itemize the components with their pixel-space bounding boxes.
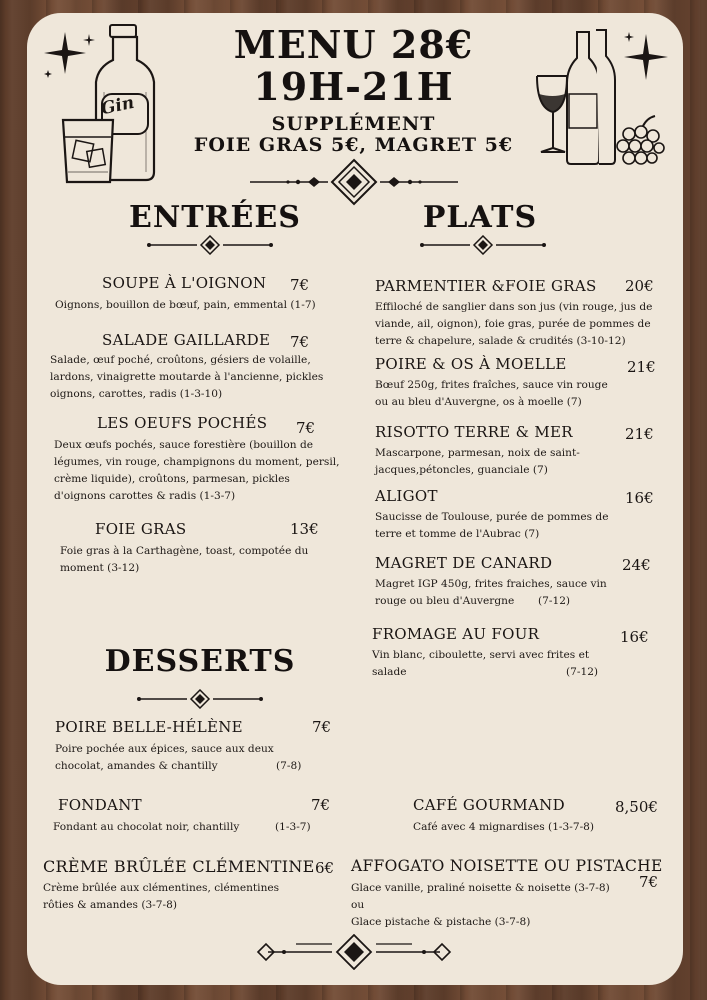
dish-description: moment (3-12) [60,562,140,574]
dish-price: 7€ [639,873,659,891]
dish-description: salade [372,666,407,678]
small-divider-icon [145,235,275,255]
dish-price: 7€ [290,333,310,351]
dish-name: RISOTTO TERRE & MER [375,423,573,441]
dish-price: 16€ [625,489,654,507]
dish-description: viande, ail, oignon), foie gras, purée de pommes de [375,318,651,330]
dish-price: 13€ [290,520,319,538]
hours-title: 19H-21H [253,64,454,109]
dish-description: terre & chapelure, salade & crudités (3-10-12) [375,335,626,347]
dish-description: Effiloché de sanglier dans son jus (vin rouge, jus de [375,301,653,313]
dish-name: FOIE GRAS [95,520,187,538]
dish-description: Mascarpone, parmesan, noix de saint- [375,447,580,459]
dish-description: Vin blanc, ciboulette, servi avec frites et [372,649,590,661]
dish-description: Crème brûlée aux clémentines, clémentines [43,882,280,894]
dish-price: 7€ [290,276,310,294]
dish-name: AFFOGATO NOISETTE OU PISTACHE [351,857,663,875]
dish-description: Oignons, bouillon de bœuf, pain, emmental (1-7) [55,299,316,311]
dish-description: Café avec 4 mignardises (1-3-7-8) [413,821,595,833]
dish-description: d'oignons carottes & radis (1-3-7) [54,490,236,502]
menu-price-title: MENU 28€ [233,22,474,67]
dish-description: ou [351,899,365,911]
dish-price: 7€ [311,796,331,814]
dish-description: Salade, œuf poché, croûtons, gésiers de volaille, [50,354,311,366]
desserts-title: DESSERTS [104,644,296,679]
dish-price: 20€ [625,277,654,295]
dish-name: FONDANT [58,796,142,814]
dish-description: Bœuf 250g, frites fraîches, sauce vin rouge [375,379,608,391]
dish-name: SALADE GAILLARDE [102,331,271,349]
dish-price: 21€ [627,358,656,376]
gin-label: Gin [99,92,137,120]
dish-description: rôties & amandes (3-7-8) [43,899,177,911]
dish-description: crème liquide), croûtons, parmesan, pickles [54,473,290,485]
dish-description: Glace vanille, praliné noisette & noisette (3-7-8) [351,882,610,894]
dish-name: ALIGOT [375,487,438,505]
dish-price: 16€ [620,628,649,646]
dish-name: LES OEUFS POCHÉS [97,414,268,432]
small-divider-icon [418,235,548,255]
allergen-codes: (7-12) [538,595,571,607]
dish-description: oignons, carottes, radis (1-3-10) [50,388,223,400]
dish-name: FROMAGE AU FOUR [372,625,540,643]
dish-description: Deux œufs pochés, sauce forestière (bouillon de [54,439,314,451]
dish-name: MAGRET DE CANARD [375,554,553,572]
supplement-label: SUPPLÉMENT [271,113,436,135]
entrees-title: ENTRÉES [129,200,301,235]
dish-name: POIRE & OS À MOELLE [375,355,567,373]
dish-description: chocolat, amandes & chantilly [55,760,218,772]
dish-price: 21€ [625,425,654,443]
allergen-codes: (7-8) [276,760,302,772]
dish-description: ou au bleu d'Auvergne, os à moelle (7) [375,396,582,408]
dish-name: SOUPE À L'OIGNON [102,274,267,292]
small-divider-icon [135,689,265,709]
dish-description: rouge ou bleu d'Auvergne [375,595,515,607]
dish-description: Fondant au chocolat noir, chantilly [53,821,240,833]
dish-description: Foie gras à la Carthagène, toast, compotée du [60,545,309,557]
dish-description: Saucisse de Toulouse, purée de pommes de [375,511,609,523]
dish-price: 8,50€ [615,798,658,816]
dish-description: légumes, vin rouge, champignons du moment, persil, [54,456,340,468]
dish-name: POIRE BELLE-HÉLÈNE [55,718,243,736]
dish-name: CAFÉ GOURMAND [413,796,565,814]
dish-description: Poire pochée aux épices, sauce aux deux [55,743,274,755]
dish-price: 7€ [296,419,316,437]
dish-price: 6€ [315,859,335,877]
dish-name: CRÈME BRÛLÉE CLÉMENTINE [43,857,315,876]
dish-description: lardons, vinaigrette moutarde à l'ancienne, pickles [50,371,324,383]
dish-price: 24€ [622,556,651,574]
art-deco-divider-icon [248,158,460,206]
art-deco-divider-icon [248,934,460,970]
plats-title: PLATS [422,200,538,235]
allergen-codes: (7-12) [566,666,599,678]
dish-description: jacques,pétoncles, guanciale (7) [375,464,548,476]
dish-description: Glace pistache & pistache (3-7-8) [351,916,531,928]
dish-description: terre et tomme de l'Aubrac (7) [375,528,540,540]
allergen-codes: (1-3-7) [275,821,311,833]
dish-description: Magret IGP 450g, frites fraiches, sauce vin [375,578,607,590]
supplement-detail: FOIE GRAS 5€, MAGRET 5€ [193,134,514,156]
dish-name: PARMENTIER &FOIE GRAS [375,277,597,295]
dish-price: 7€ [312,718,332,736]
